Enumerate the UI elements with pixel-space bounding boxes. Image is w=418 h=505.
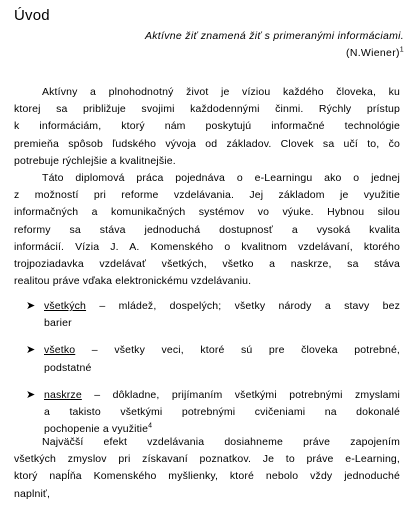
list-line: barier [44, 317, 72, 330]
list-line [44, 342, 400, 359]
footnote-mark: 1 [399, 46, 404, 54]
text-line: premieňa spôsob ľudského vývoja od základov. Clovek sa učí to, čo [14, 137, 400, 150]
paragraph-conclusion [14, 434, 400, 503]
motto-author [145, 45, 404, 62]
arrow-bullet-icon: ➤ [26, 388, 36, 401]
list-term: naskrze [44, 388, 82, 401]
arrow-bullet-icon: ➤ [26, 300, 36, 312]
arrow-bullet-icon: ➤ [26, 344, 36, 357]
text-line: všetkých zmyslov pri získavaní poznatkov. Je to práve e-Learning, [14, 453, 400, 466]
list-text: pochopenie a využitie [44, 423, 149, 436]
text-line: z možností pri reforme vzdelávania. Jej základom je využitie [14, 189, 400, 202]
list-line [44, 387, 400, 404]
text-line: Najväčší efekt vzdelávania dosiahneme práve zapojením [42, 436, 400, 448]
motto-author-name: (N.Wiener) [346, 47, 400, 59]
text-line: informačných a komunikačných systémov vo výuke. Hybnou silou [14, 206, 400, 219]
list-text: – mládež, dospelých; všetky národy a stavy bez [99, 300, 400, 312]
list-text: – všetky veci, ktoré sú pre človeka potrebné, [91, 344, 400, 357]
motto [145, 28, 404, 62]
footnote-mark: 4 [148, 422, 153, 430]
list-item [26, 342, 400, 376]
list-term: všetkých [44, 300, 87, 312]
text-line: trojpoziadavka vzdelávať všetkých, všetko a naskrze, sa stáva [14, 258, 400, 271]
text-line: potrebuje rýchlejšie a kvalitnejšie. [14, 154, 176, 167]
list-text: – dôkladne, prijímaním všetkými potrebnými zmyslami [94, 388, 400, 401]
text-line: naplniť, [14, 487, 51, 500]
list-line: podstatné [44, 361, 92, 374]
text-line: realitou práve vďaka elektronickému vzdelávaniu. [14, 275, 252, 288]
list-line: a takisto všetkými potrebnými cvičeniami na dokonalé [44, 406, 400, 419]
bullet-list [26, 298, 400, 438]
list-term: všetko [44, 344, 76, 357]
paragraph-thesis [14, 170, 400, 290]
list-item [26, 387, 400, 439]
list-line [44, 298, 400, 315]
text-line: k informáciám, ktorý nám poskytujú informačné technológie [14, 120, 400, 133]
paragraph-intro [14, 84, 400, 170]
text-line: Táto diplomová práca pojednáva o e-Learningu ako o jednej [42, 172, 400, 184]
section-heading: Úvod [14, 7, 50, 24]
text-line: Aktívny a plnohodnotný život je víziou každého človeka, ku [42, 86, 400, 98]
text-line: informácií. Vízia J. A. Komenského o kvalitnom vzdelávaní, ktorého [14, 240, 400, 253]
text-line: ktorej sa približuje svojimi každodennými činmi. Rýchly prístup [14, 103, 400, 116]
motto-quote: Aktívne žiť znamená žiť s primeranými informáciami. [144, 30, 404, 42]
list-item [26, 298, 400, 332]
text-line: ktorý napĺňa Komenského myšlienky, ktoré nebolo vždy jednoduché [14, 470, 400, 483]
text-line: reformy sa stáva jednoduchá dostupnosť a vysoká kvalita [14, 223, 400, 236]
